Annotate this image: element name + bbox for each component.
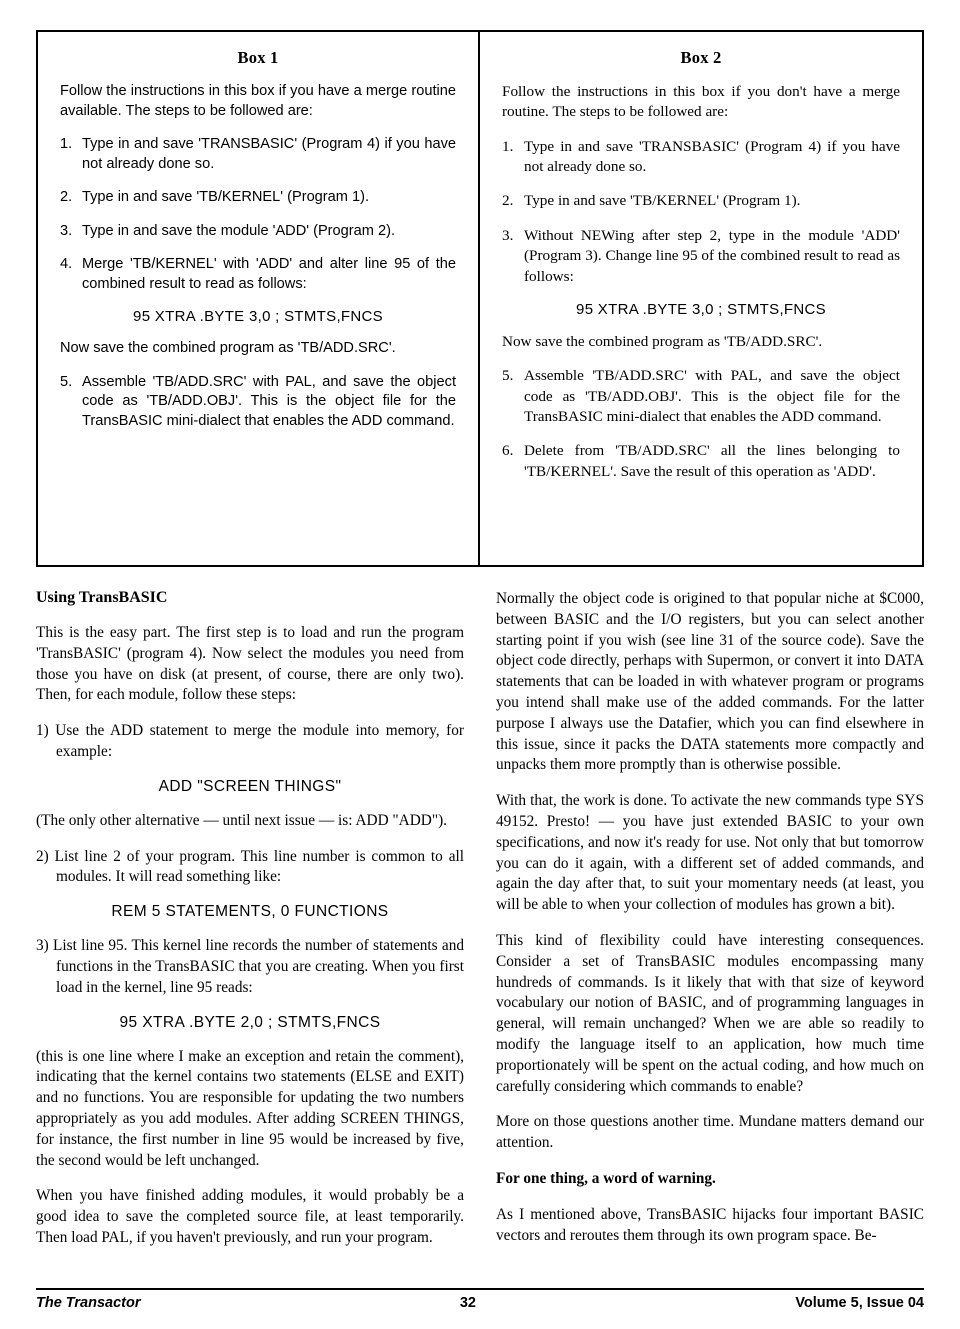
box-2-intro: Follow the instructions in this box if you don't have a merge routine. The steps to be followed are: <box>502 83 900 121</box>
page-footer <box>36 1288 924 1311</box>
box-2-step-1 <box>502 137 900 178</box>
left-step-1: 1) Use the ADD statement to merge the module into memory, for example: <box>36 722 464 760</box>
left-code-1: ADD "SCREEN THINGS" <box>158 777 342 795</box>
left-paragraph-1: This is the easy part. The first step is to load and run the program 'TransBASIC' (program 4). Now select the modules you need from those you have on disk (at present, of course, there are only two). Then, for each module, follow these steps: <box>36 624 464 704</box>
instruction-boxes <box>36 30 924 567</box>
box-1-code: 95 XTRA .BYTE 3,0 ; STMTS,FNCS <box>133 308 383 326</box>
step-text: Type in and save 'TRANSBASIC' (Program 4) if you have not already done so. <box>82 136 456 172</box>
step-text: Delete from 'TB/ADD.SRC' all the lines belonging to 'TB/KERNEL'. Save the result of this operation as 'ADD'. <box>524 442 900 480</box>
box-1-step-2 <box>60 188 456 208</box>
right-paragraph-1: Normally the object code is origined to that popular niche at $C000, between BASIC and the I/O registers, but you can select another starting point if you wish (see line 31 of the source code). Save the object code directly, perhaps with Supermon, or convert it into DATA statements that can be loaded in with whatever program or programs you intend shall make use of the added commands. For the latter purpose I always use the Datafier, which you can find elsewhere in this issue, since it packs the DATA statements more compactly and unpacks them more promptly than is otherwise possible. <box>496 590 924 774</box>
left-code-3: 95 XTRA .BYTE 2,0 ; STMTS,FNCS <box>119 1013 381 1031</box>
article-columns <box>36 589 924 1289</box>
right-paragraph-5: As I mentioned above, TransBASIC hijacks four important BASIC vectors and reroutes them through its own program space. Be- <box>496 1205 924 1244</box>
step-text: Type in and save the module 'ADD' (Program 2). <box>82 222 395 239</box>
step-text: Type in and save 'TB/KERNEL' (Program 1). <box>524 192 801 210</box>
step-number: 2. <box>60 189 73 206</box>
footer-volume-issue: Volume 5, Issue 04 <box>795 1295 924 1311</box>
box-2-step-3 <box>502 226 900 287</box>
step-number: 6. <box>502 442 514 460</box>
box-1-intro: Follow the instructions in this box if you have a merge routine available. The steps to be followed are: <box>60 83 456 119</box>
box-1-step-3 <box>60 222 456 242</box>
box-2 <box>480 32 922 565</box>
box-1-title: Box 1 <box>237 48 279 67</box>
step-number: 1. <box>60 136 73 153</box>
step-number: 4. <box>60 256 73 273</box>
step-text: Assemble 'TB/ADD.SRC' with PAL, and save the object code as 'TB/ADD.OBJ'. This is the object file for the TransBASIC mini-dialect that enables the ADD command. <box>82 373 456 430</box>
box-2-title: Box 2 <box>680 48 722 67</box>
step-number: 5. <box>502 367 514 385</box>
step-text: Type in and save 'TB/KERNEL' (Program 1). <box>82 189 370 206</box>
left-paragraph-2: (The only other alternative — until next issue — is: ADD "ADD"). <box>36 811 447 829</box>
left-column <box>36 589 464 1289</box>
box-1-step-1 <box>60 135 456 174</box>
box-2-code: 95 XTRA .BYTE 3,0 ; STMTS,FNCS <box>576 300 826 318</box>
footer-publication-name: The Transactor <box>36 1295 141 1311</box>
step-number: 3. <box>502 226 514 244</box>
right-paragraph-2: With that, the work is done. To activate the new commands type SYS 49152. Presto! — you have just extended BASIC to your own specifications, and now it's ready for use. Not only that but tomorrow you can do it again, with a different set of added commands, and again the day after that, to suit your momentary needs (at least, you will be able to when your collection of modules has grown a bit). <box>496 792 924 914</box>
step-text: Assemble 'TB/ADD.SRC' with PAL, and save the object code as 'TB/ADD.OBJ'. This is the object file for the TransBASIC mini-dialect that enables the ADD command. <box>524 367 900 425</box>
left-code-2: REM 5 STATEMENTS, 0 FUNCTIONS <box>111 903 389 921</box>
box-1-after-code: Now save the combined program as 'TB/ADD.SRC'. <box>60 340 396 357</box>
left-step-2: 2) List line 2 of your program. This line number is common to all modules. It will read something like: <box>36 847 464 886</box>
footer-page-number: 32 <box>459 1295 476 1311</box>
left-paragraph-3: (this is one line where I make an exception and retain the comment), indicating that the kernel contains two statements (ELSE and EXIT) and no functions. You are responsible for updating the two numbers appropriately as you add modules. After adding SCREEN THINGS, for instance, the first number in line 95 would be increased by five, the second would be left unchanged. <box>36 1047 464 1169</box>
step-text: Merge 'TB/KERNEL' with 'ADD' and alter line 95 of the combined result to read as follows: <box>82 256 456 292</box>
box-2-after-code: Now save the combined program as 'TB/ADD.SRC'. <box>502 332 823 350</box>
right-paragraph-3: This kind of flexibility could have interesting consequences. Consider a set of TransBASIC modules encompassing many hundreds of commands. Is it likely that with that size of keyword vocabulary our notion of BASIC, and of programming languages in general, will remain unchanged? When we are able so readily to modify the language itself to an application, how much time proportionately will be spent on the actual coding, and how much on carefully considering which commands to enable? <box>496 931 924 1095</box>
step-number: 1. <box>502 137 514 155</box>
step-text: Type in and save 'TRANSBASIC' (Program 4) if you have not already done so. <box>524 137 900 176</box>
step-number: 2. <box>502 192 514 210</box>
left-step-3: 3) List line 95. This kernel line records the number of statements and functions in the TransBASIC that you are creating. When you first load in the kernel, line 95 reads: <box>36 937 464 996</box>
right-paragraph-4: More on those questions another time. Mundane matters demand our attention. <box>496 1113 924 1152</box>
section-heading-using-transbasic: Using TransBASIC <box>36 589 168 606</box>
box-2-step-6 <box>502 441 900 482</box>
right-column <box>496 589 924 1289</box>
step-text: Without NEWing after step 2, type in the module 'ADD' (Program 3). Change line 95 of the combined result to read as follows: <box>524 226 900 285</box>
box-1-step-5 <box>60 373 456 432</box>
section-heading-word-of-warning: For one thing, a word of warning. <box>496 1169 716 1187</box>
box-2-step-5 <box>502 366 900 427</box>
left-paragraph-4: When you have finished adding modules, it would probably be a good idea to save the completed source file, at least temporarily. Then load PAL, if you haven't previously, and run your program. <box>36 1187 464 1246</box>
step-number: 5. <box>60 373 73 390</box>
box-2-step-2 <box>502 191 900 211</box>
box-1-step-4 <box>60 255 456 294</box>
step-number: 3. <box>60 222 73 239</box>
box-1 <box>38 32 480 565</box>
